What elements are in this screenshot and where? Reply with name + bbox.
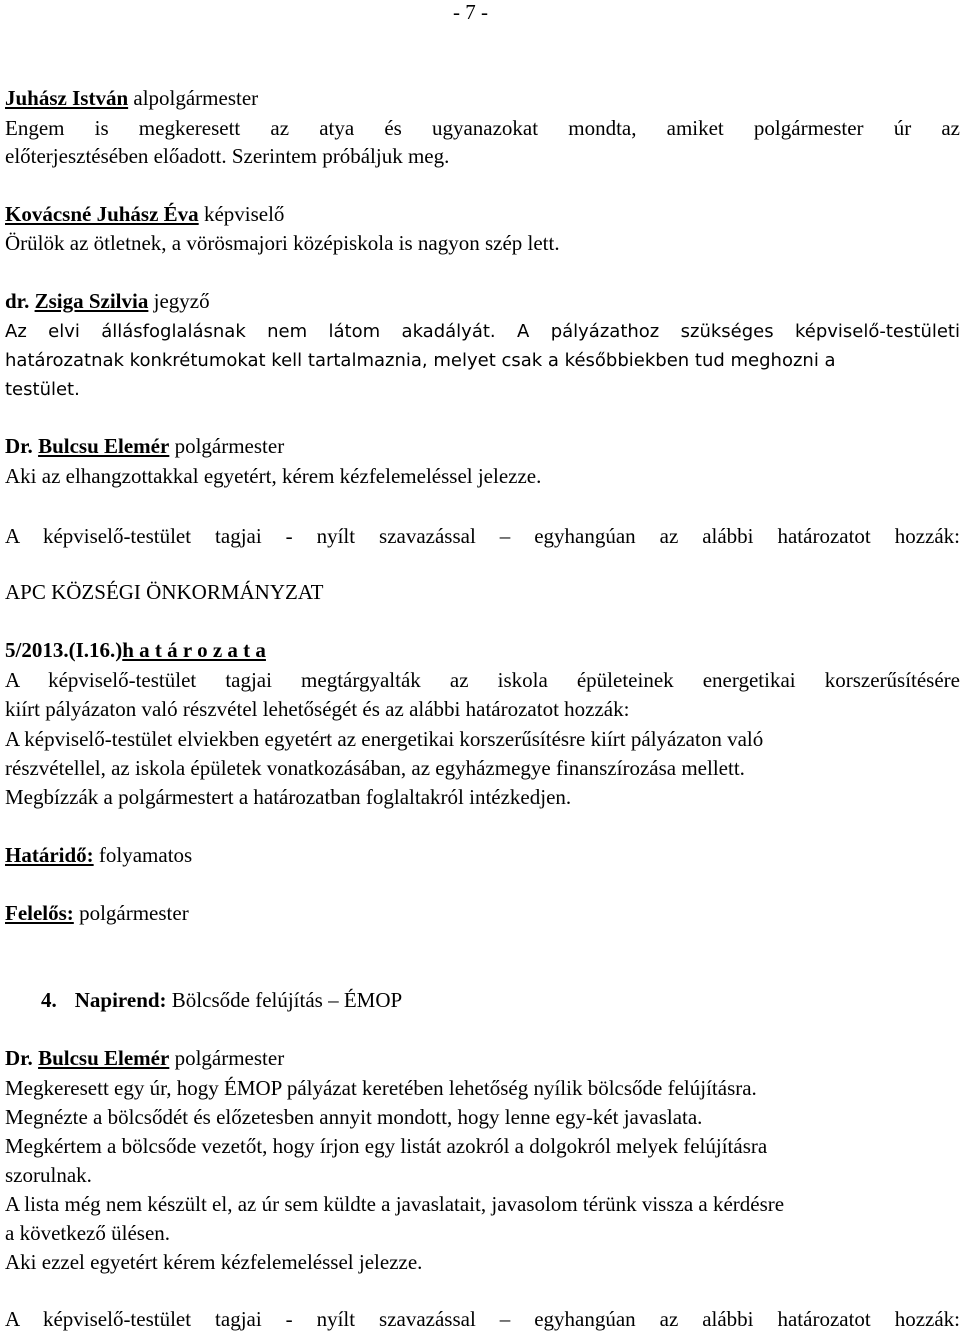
speaker-heading <box>5 289 210 313</box>
paragraph-line: határozatnak konkrétumokat kell tartalmaznia, melyet csak a későbbiekben tud meghozni a <box>5 350 836 371</box>
responsible-value: polgármester <box>73 901 189 925</box>
paragraph-line: Megbízzák a polgármestert a határozatban foglaltakról intézkedjen. <box>5 785 572 809</box>
speaker-name: Bulcsu Elemér <box>38 434 170 458</box>
speaker-role: alpolgármester <box>128 86 259 110</box>
paragraph-line: szorulnak. <box>5 1163 92 1187</box>
speaker-name: Juhász István <box>5 86 129 110</box>
vote-statement: A képviselő-testület tagjai - nyílt szavazással – egyhangúan az alábbi határozatot hozzák: <box>5 1307 960 1331</box>
speaker-role: jegyző <box>148 289 210 313</box>
paragraph-line: Engem is megkeresett az atya és ugyanazokat mondta, amiket polgármester úr az <box>5 116 960 140</box>
paragraph-line: részvétellel, az iskola épületek vonatkozásában, az egyházmegye finanszírozása mellett. <box>5 756 745 780</box>
paragraph-line: előterjesztésében előadott. Szerintem próbáljuk meg. <box>5 144 450 168</box>
speaker-title: dr. <box>5 289 30 313</box>
paragraph-line: Aki az elhangzottakkal egyetért, kérem kézfelemeléssel jelezze. <box>5 464 542 488</box>
agenda-heading <box>41 988 402 1012</box>
speaker-role: képviselő <box>198 202 285 226</box>
speaker-role: polgármester <box>169 434 285 458</box>
paragraph-line: A lista még nem készült el, az úr sem küldte a javaslatait, javasolom térünk vissza a kérdésre <box>5 1192 785 1216</box>
speaker-title: Dr. <box>5 434 33 458</box>
paragraph-line: kiírt pályázaton való részvétel lehetőségét és az alábbi határozatot hozzák: <box>5 697 630 721</box>
paragraph-line: Megkeresett egy úr, hogy ÉMOP pályázat keretében lehetőség nyílik bölcsőde felújításra. <box>5 1076 757 1100</box>
page-number: - 7 - <box>453 0 488 24</box>
speaker-title: Dr. <box>5 1046 33 1070</box>
agenda-label: Napirend: <box>74 988 167 1012</box>
resolution-heading <box>5 638 266 662</box>
speaker-name: Kovácsné Juhász Éva <box>5 202 199 226</box>
paragraph-line: Aki ezzel egyetért kérem kézfelemeléssel jelezze. <box>5 1250 423 1274</box>
agenda-number: 4. <box>41 988 57 1012</box>
speaker-role: polgármester <box>169 1046 285 1070</box>
paragraph-line: testület. <box>5 379 80 400</box>
resolution-number: 5/2013.(I.16.) <box>5 638 123 662</box>
speaker-name: Bulcsu Elemér <box>38 1046 170 1070</box>
vote-statement: A képviselő-testület tagjai - nyílt szavazással – egyhangúan az alábbi határozatot hozzák: <box>5 524 960 548</box>
speaker-heading <box>5 86 258 110</box>
deadline-line <box>5 843 192 867</box>
paragraph-line: Megnézte a bölcsődét és előzetesben annyit mondott, hogy lenne egy-két javaslata. <box>5 1105 703 1129</box>
responsible-line <box>5 901 189 925</box>
deadline-value: folyamatos <box>93 843 193 867</box>
agenda-value: Bölcsőde felújítás – ÉMOP <box>166 988 403 1012</box>
resolution-word: h a t á r o z a t a <box>122 638 266 662</box>
responsible-label: Felelős: <box>5 901 74 925</box>
speaker-heading <box>5 1046 284 1070</box>
paragraph-line: A képviselő-testület tagjai megtárgyalták az iskola épületeinek energetikai korszerűsítésére <box>5 668 960 692</box>
speaker-heading <box>5 202 284 226</box>
paragraph-line: Megkértem a bölcsőde vezetőt, hogy írjon egy listát azokról a dolgokról melyek felújításra <box>5 1134 768 1158</box>
speaker-heading <box>5 434 284 458</box>
council-name: APC KÖZSÉGI ÖNKORMÁNYZAT <box>5 580 324 604</box>
deadline-label: Határidő: <box>5 843 94 867</box>
paragraph-line: a következő ülésen. <box>5 1221 171 1245</box>
paragraph-line: Az elvi állásfoglalásnak nem látom akadályát. A pályázathoz szükséges képviselő-testületi <box>5 321 960 342</box>
speaker-name: Zsiga Szilvia <box>34 289 149 313</box>
paragraph-line: Örülök az ötletnek, a vörösmajori középiskola is nagyon szép lett. <box>5 231 560 255</box>
paragraph-line: A képviselő-testület elviekben egyetért az energetikai korszerűsítésre kiírt pályázaton való <box>5 727 764 751</box>
